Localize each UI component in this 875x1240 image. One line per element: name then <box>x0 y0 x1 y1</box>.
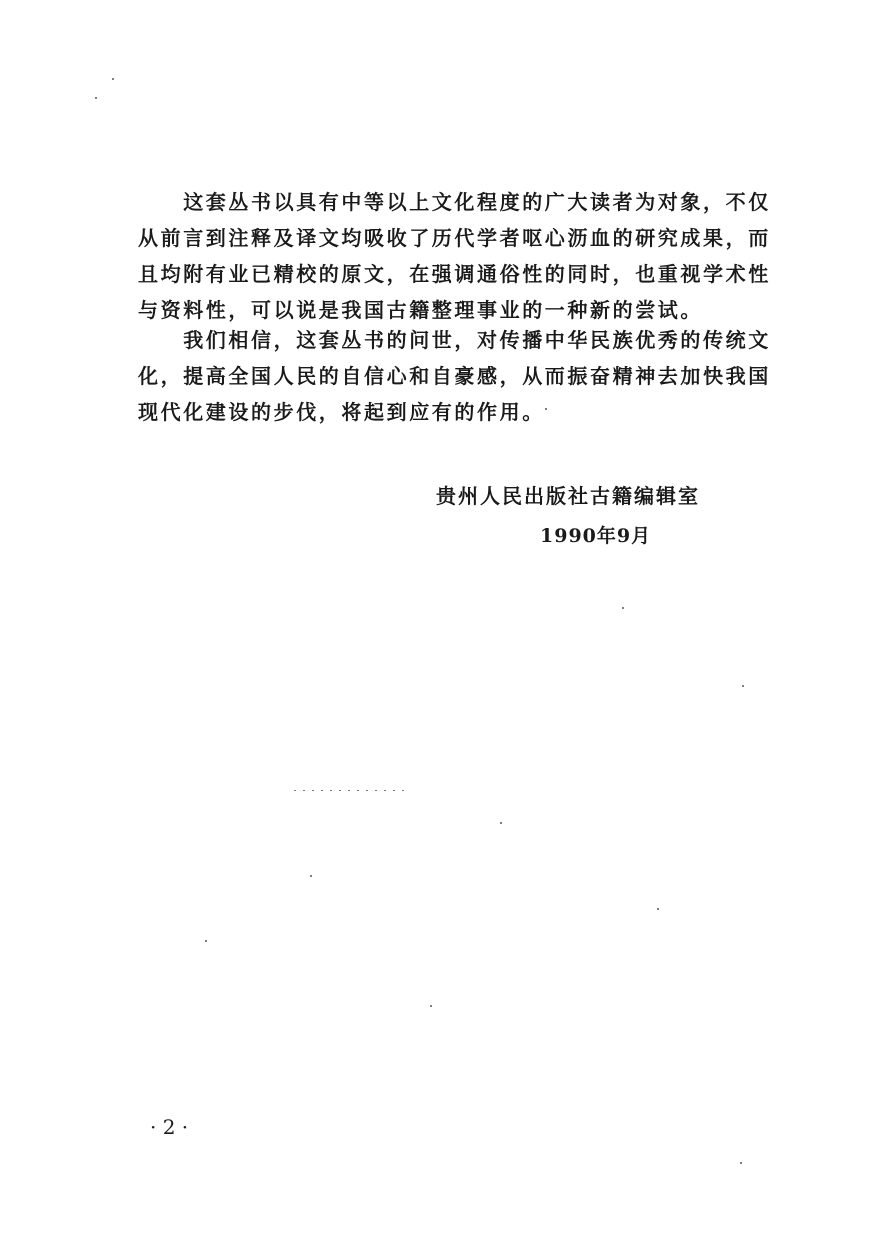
paragraph-1-line-4: 与资料性，可以说是我国古籍整理事业的一种新的尝试。 <box>138 298 703 322</box>
scan-speck <box>545 408 547 410</box>
scan-speck <box>430 1005 432 1007</box>
paragraph-2-line-3: 现代化建设的步伐，将起到应有的作用。 <box>138 400 545 424</box>
scan-speck <box>112 78 114 80</box>
scan-speck <box>622 607 624 609</box>
scan-speck <box>95 97 97 99</box>
paragraph-1-line-3: 且均附有业已精校的原文，在强调通俗性的同时，也重视学术性 <box>138 262 771 286</box>
scan-speck <box>657 908 659 910</box>
scan-speck-line <box>294 790 404 791</box>
paragraph-1-line-2: 从前言到注释及译文均吸收了历代学者呕心沥血的研究成果，而 <box>138 226 771 250</box>
scan-speck <box>500 822 502 824</box>
publication-date: 1990年9月 <box>540 525 652 547</box>
scan-speck <box>205 940 207 942</box>
paragraph-1-line-1: 这套丛书以具有中等以上文化程度的广大读者为对象，不仅 <box>138 190 771 214</box>
publisher-signature: 贵州人民出版社古籍编辑室 <box>436 484 700 508</box>
paragraph-2-line-1: 我们相信，这套丛书的问世，对传播中华民族优秀的传统文 <box>138 328 771 352</box>
page-number: · 2 · <box>150 1115 189 1139</box>
scan-speck <box>310 875 312 877</box>
scan-speck <box>740 1162 742 1164</box>
paragraph-2-line-2: 化，提高全国人民的自信心和自豪感，从而振奋精神去加快我国 <box>138 364 771 388</box>
scan-speck <box>742 685 744 687</box>
